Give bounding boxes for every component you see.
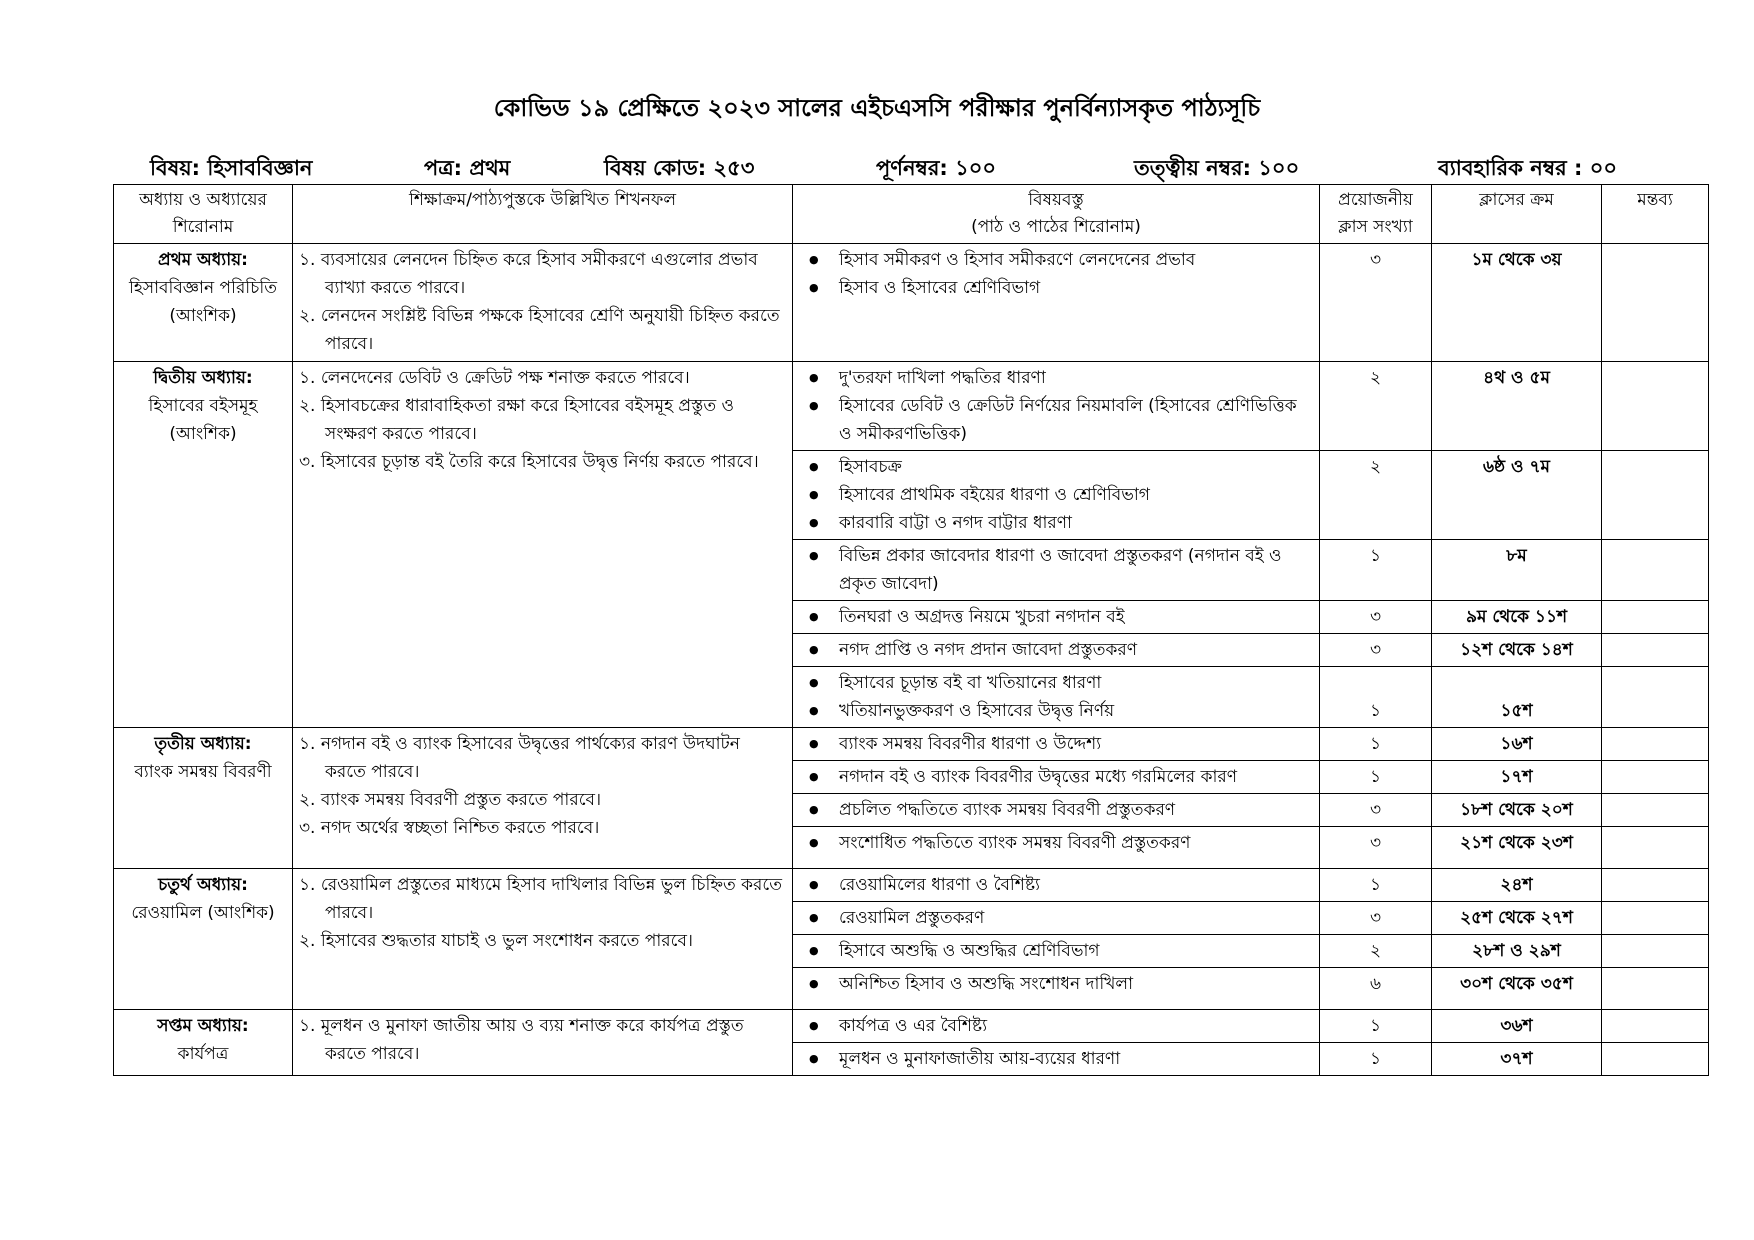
remarks-cell bbox=[1602, 667, 1709, 728]
learning-outcome: ৩. নগদ অর্থের স্বচ্ছতা নিশ্চিত করতে পারবে। bbox=[299, 818, 600, 838]
header-chapter: অধ্যায় ও অধ্যায়ের শিরোনাম bbox=[114, 185, 293, 244]
table-row bbox=[114, 1010, 1709, 1043]
learning-outcome: ১. রেওয়ামিল প্রস্তুতের মাধ্যমে হিসাব দাখিলার বিভিন্ন ভুল চিহ্নিত করতে পারবে। bbox=[299, 875, 782, 923]
class-order: ২৫শ থেকে ২৭শ bbox=[1432, 902, 1602, 935]
header-order: ক্লাসের ক্রম bbox=[1432, 185, 1602, 244]
content-cell bbox=[793, 362, 1320, 451]
learning-outcome: ১. লেনদেনের ডেবিট ও ক্রেডিট পক্ষ শনাক্ত করতে পারবে। bbox=[299, 368, 690, 388]
content-cell bbox=[793, 728, 1320, 761]
content-item: ● দু'তরফা দাখিলা পদ্ধতির ধারণা bbox=[799, 364, 1313, 392]
chapter-name: সপ্তম অধ্যায়: bbox=[157, 1016, 249, 1036]
meta-code: বিষয় কোড: ২৫৩ bbox=[604, 156, 755, 180]
class-count: ৩ bbox=[1320, 794, 1432, 827]
class-order: ৬ষ্ঠ ও ৭ম bbox=[1432, 451, 1602, 540]
chapter-cell bbox=[114, 1010, 293, 1076]
content-cell bbox=[793, 1010, 1320, 1043]
class-count: ৩ bbox=[1320, 634, 1432, 667]
learning-outcome: ১. ব্যবসায়ের লেনদেন চিহ্নিত করে হিসাব সমীকরণে এগুলোর প্রভাব ব্যাখ্যা করতে পারবে। bbox=[299, 250, 758, 298]
remarks-cell bbox=[1602, 827, 1709, 869]
learning-outcome: ১. নগদান বই ও ব্যাংক হিসাবের উদ্বৃত্তের পার্থক্যের কারণ উদঘাটন করতে পারবে। bbox=[299, 734, 740, 782]
remarks-cell bbox=[1602, 1010, 1709, 1043]
class-count: ১ bbox=[1320, 667, 1432, 728]
content-cell bbox=[793, 634, 1320, 667]
content-cell bbox=[793, 1043, 1320, 1076]
header-content: বিষয়বস্তু (পাঠ ও পাঠের শিরোনাম) bbox=[793, 185, 1320, 244]
remarks-cell bbox=[1602, 869, 1709, 902]
class-order: ১২শ থেকে ১৪শ bbox=[1432, 634, 1602, 667]
remarks-cell bbox=[1602, 362, 1709, 451]
content-cell bbox=[793, 827, 1320, 869]
chapter-title: ব্যাংক সমন্বয় বিবরণী bbox=[134, 762, 272, 782]
class-count: ১ bbox=[1320, 761, 1432, 794]
chapter-title: হিসাববিজ্ঞান পরিচিতি (আংশিক) bbox=[129, 278, 277, 326]
chapter-cell bbox=[114, 728, 293, 869]
remarks-cell bbox=[1602, 540, 1709, 601]
class-order: ২৮শ ও ২৯শ bbox=[1432, 935, 1602, 968]
remarks-cell bbox=[1602, 968, 1709, 1010]
header-remarks: মন্তব্য bbox=[1602, 185, 1709, 244]
class-count: ৩ bbox=[1320, 827, 1432, 869]
class-order: ১ম থেকে ৩য় bbox=[1432, 244, 1602, 362]
table-row bbox=[114, 728, 1709, 761]
class-count: ১ bbox=[1320, 540, 1432, 601]
content-cell bbox=[793, 968, 1320, 1010]
content-item: ● সংশোধিত পদ্ধতিতে ব্যাংক সমন্বয় বিবরণী প্রস্তুতকরণ bbox=[799, 829, 1313, 857]
content-cell bbox=[793, 761, 1320, 794]
content-item: ● হিসাবের চূড়ান্ত বই বা খতিয়ানের ধারণা bbox=[799, 669, 1313, 697]
class-order: ২১শ থেকে ২৩শ bbox=[1432, 827, 1602, 869]
content-item: ● হিসাবের প্রাথমিক বইয়ের ধারণা ও শ্রেণিবিভাগ bbox=[799, 481, 1313, 509]
chapter-cell bbox=[114, 244, 293, 362]
outcomes-cell bbox=[293, 362, 793, 728]
class-count: ৩ bbox=[1320, 601, 1432, 634]
class-count: ১ bbox=[1320, 1010, 1432, 1043]
content-cell bbox=[793, 540, 1320, 601]
content-item: ● তিনঘরা ও অগ্রদত্ত নিয়মে খুচরা নগদান বই bbox=[799, 603, 1313, 631]
content-cell bbox=[793, 667, 1320, 728]
meta-subject: বিষয়: হিসাববিজ্ঞান bbox=[150, 156, 313, 180]
content-item: ● ব্যাংক সমন্বয় বিবরণীর ধারণা ও উদ্দেশ্য bbox=[799, 730, 1313, 758]
meta-practical-marks: ব্যাবহারিক নম্বর : ০০ bbox=[1438, 156, 1618, 180]
remarks-cell bbox=[1602, 601, 1709, 634]
meta-full-marks: পূর্ণনম্বর: ১০০ bbox=[876, 156, 997, 180]
content-item: ● হিসাবের ডেবিট ও ক্রেডিট নির্ণয়ের নিয়মাবলি (হিসাবের শ্রেণিভিত্তিক ও সমীকরণভিত্তিক) bbox=[799, 392, 1313, 448]
class-count: ২ bbox=[1320, 935, 1432, 968]
header-outcomes: শিক্ষাক্রম/পাঠ্যপুস্তকে উল্লিখিত শিখনফল bbox=[293, 185, 793, 244]
chapter-title: কার্যপত্র bbox=[177, 1044, 229, 1064]
class-order: ১৫শ bbox=[1432, 667, 1602, 728]
class-count: ৬ bbox=[1320, 968, 1432, 1010]
class-count: ১ bbox=[1320, 1043, 1432, 1076]
content-item: ● নগদান বই ও ব্যাংক বিবরণীর উদ্বৃত্তের মধ্যে গরমিলের কারণ bbox=[799, 763, 1313, 791]
content-item: ● হিসাব ও হিসাবের শ্রেণিবিভাগ bbox=[799, 274, 1313, 302]
content-cell bbox=[793, 869, 1320, 902]
content-cell bbox=[793, 451, 1320, 540]
outcomes-cell bbox=[293, 869, 793, 1010]
class-order: ৩০শ থেকে ৩৫শ bbox=[1432, 968, 1602, 1010]
table-row bbox=[114, 244, 1709, 362]
meta-paper: পত্র: প্রথম bbox=[424, 156, 511, 180]
content-item: ● হিসাবে অশুদ্ধি ও অশুদ্ধির শ্রেণিবিভাগ bbox=[799, 937, 1313, 965]
content-item: ● হিসাবচক্র bbox=[799, 453, 1313, 481]
chapter-title: রেওয়ামিল (আংশিক) bbox=[131, 903, 275, 923]
learning-outcome: ৩. হিসাবের চূড়ান্ত বই তৈরি করে হিসাবের উদ্বৃত্ত নির্ণয় করতে পারবে। bbox=[299, 452, 759, 472]
chapter-name: প্রথম অধ্যায়: bbox=[158, 250, 248, 270]
remarks-cell bbox=[1602, 634, 1709, 667]
content-item: ● রেওয়ামিলের ধারণা ও বৈশিষ্ট্য bbox=[799, 871, 1313, 899]
table-row bbox=[114, 869, 1709, 902]
learning-outcome: ২. হিসাবচক্রের ধারাবাহিকতা রক্ষা করে হিসাবের বইসমূহ প্রস্তুত ও সংক্ষরণ করতে পারবে। bbox=[299, 396, 734, 444]
content-item: ● হিসাব সমীকরণ ও হিসাব সমীকরণে লেনদেনের প্রভাব bbox=[799, 246, 1313, 274]
table-row bbox=[114, 362, 1709, 451]
remarks-cell bbox=[1602, 244, 1709, 362]
remarks-cell bbox=[1602, 902, 1709, 935]
class-count: ১ bbox=[1320, 728, 1432, 761]
page-title: কোভিড ১৯ প্রেক্ষিতে ২০২৩ সালের এইচএসসি পরীক্ষার পুনর্বিন্যাসকৃত পাঠ্যসূচি bbox=[493, 94, 1261, 122]
chapter-cell bbox=[114, 869, 293, 1010]
remarks-cell bbox=[1602, 935, 1709, 968]
content-item: ● কার্যপত্র ও এর বৈশিষ্ট্য bbox=[799, 1012, 1313, 1040]
content-item: ● খতিয়ানভুক্তকরণ ও হিসাবের উদ্বৃত্ত নির্ণয় bbox=[799, 697, 1313, 725]
header-classes: প্রয়োজনীয় ক্লাস সংখ্যা bbox=[1320, 185, 1432, 244]
remarks-cell bbox=[1602, 728, 1709, 761]
learning-outcome: ২. লেনদেন সংশ্লিষ্ট বিভিন্ন পক্ষকে হিসাবের শ্রেণি অনুযায়ী চিহ্নিত করতে পারবে। bbox=[299, 306, 780, 354]
content-cell bbox=[793, 601, 1320, 634]
class-count: ১ bbox=[1320, 869, 1432, 902]
class-order: ২৪শ bbox=[1432, 869, 1602, 902]
outcomes-cell bbox=[293, 1010, 793, 1076]
class-count: ২ bbox=[1320, 451, 1432, 540]
learning-outcome: ১. মূলধন ও মুনাফা জাতীয় আয় ও ব্যয় শনাক্ত করে কার্যপত্র প্রস্তুত করতে পারবে। bbox=[299, 1016, 744, 1064]
content-cell bbox=[793, 794, 1320, 827]
syllabus-table bbox=[113, 184, 1709, 1076]
chapter-name: তৃতীয় অধ্যায়: bbox=[154, 734, 252, 754]
chapter-title: হিসাবের বইসমূহ (আংশিক) bbox=[148, 396, 258, 444]
outcomes-cell bbox=[293, 728, 793, 869]
content-item: ● কারবারি বাট্টা ও নগদ বাট্টার ধারণা bbox=[799, 509, 1313, 537]
learning-outcome: ২. হিসাবের শুদ্ধতার যাচাই ও ভুল সংশোধন করতে পারবে। bbox=[299, 931, 694, 951]
content-item: ● প্রচলিত পদ্ধতিতে ব্যাংক সমন্বয় বিবরণী প্রস্তুতকরণ bbox=[799, 796, 1313, 824]
remarks-cell bbox=[1602, 761, 1709, 794]
class-order: ১৭শ bbox=[1432, 761, 1602, 794]
content-item: ● অনিশ্চিত হিসাব ও অশুদ্ধি সংশোধন দাখিলা bbox=[799, 970, 1313, 998]
content-item: ● রেওয়ামিল প্রস্তুতকরণ bbox=[799, 904, 1313, 932]
class-order: ৩৭শ bbox=[1432, 1043, 1602, 1076]
remarks-cell bbox=[1602, 1043, 1709, 1076]
outcomes-cell bbox=[293, 244, 793, 362]
content-cell bbox=[793, 902, 1320, 935]
class-order: ১৮শ থেকে ২০শ bbox=[1432, 794, 1602, 827]
chapter-name: দ্বিতীয় অধ্যায়: bbox=[153, 368, 253, 388]
class-order: ৩৬শ bbox=[1432, 1010, 1602, 1043]
class-order: ১৬শ bbox=[1432, 728, 1602, 761]
content-cell bbox=[793, 244, 1320, 362]
content-item: ● বিভিন্ন প্রকার জাবেদার ধারণা ও জাবেদা প্রস্তুতকরণ (নগদান বই ও প্রকৃত জাবেদা) bbox=[799, 542, 1313, 598]
header-row bbox=[114, 185, 1709, 244]
learning-outcome: ২. ব্যাংক সমন্বয় বিবরণী প্রস্তুত করতে পারবে। bbox=[299, 790, 602, 810]
class-count: ৩ bbox=[1320, 902, 1432, 935]
content-item: ● মূলধন ও মুনাফাজাতীয় আয়-ব্যয়ের ধারণা bbox=[799, 1045, 1313, 1073]
chapter-name: চতুর্থ অধ্যায়: bbox=[158, 875, 248, 895]
class-order: ৪থ ও ৫ম bbox=[1432, 362, 1602, 451]
content-item: ● নগদ প্রাপ্তি ও নগদ প্রদান জাবেদা প্রস্তুতকরণ bbox=[799, 636, 1313, 664]
remarks-cell bbox=[1602, 451, 1709, 540]
chapter-cell bbox=[114, 362, 293, 728]
class-order: ৯ম থেকে ১১শ bbox=[1432, 601, 1602, 634]
remarks-cell bbox=[1602, 794, 1709, 827]
class-count: ৩ bbox=[1320, 244, 1432, 362]
class-count: ২ bbox=[1320, 362, 1432, 451]
content-cell bbox=[793, 935, 1320, 968]
meta-theory-marks: তত্ত্বীয় নম্বর: ১০০ bbox=[1134, 156, 1300, 180]
class-order: ৮ম bbox=[1432, 540, 1602, 601]
